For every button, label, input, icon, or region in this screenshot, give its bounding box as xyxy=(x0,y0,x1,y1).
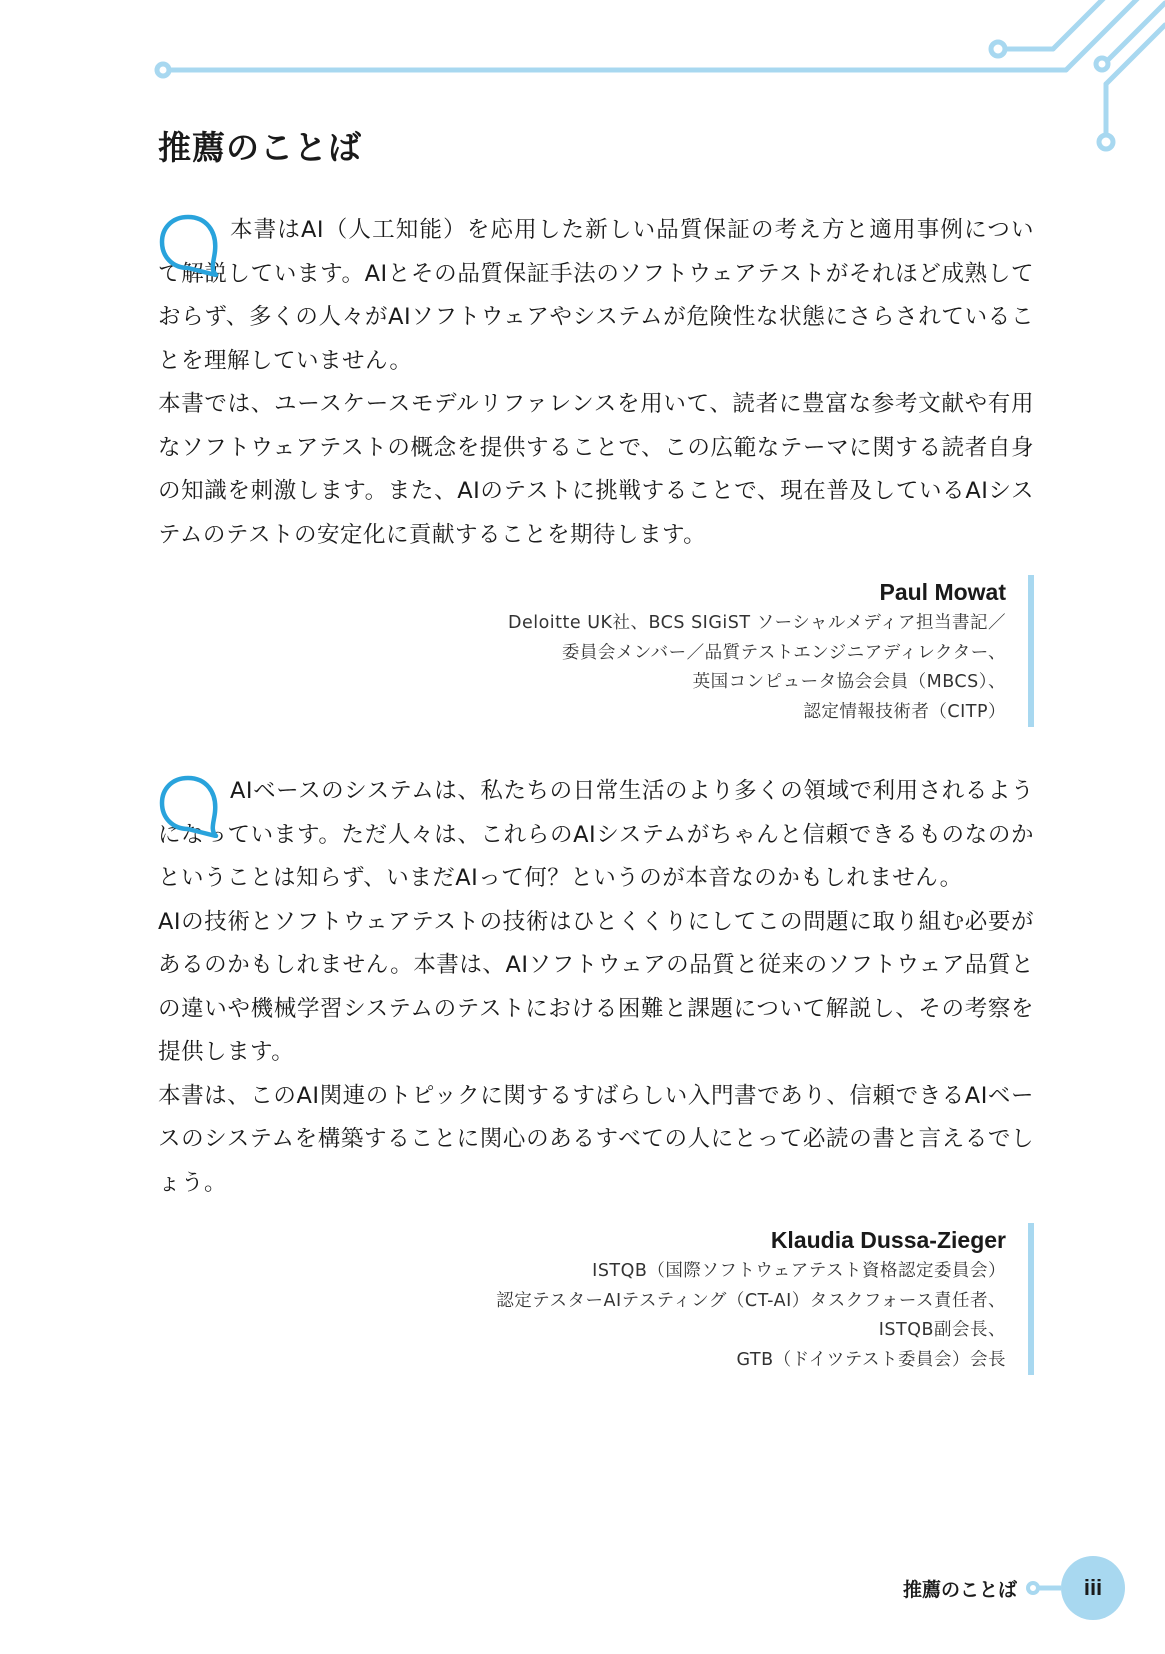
footer-section-label: 推薦のことば xyxy=(902,1578,1017,1601)
author-name: Klaudia Dussa-Zieger xyxy=(770,1227,1006,1253)
endorsement-paragraph: AIベースのシステムは、私たちの日常生活のより多くの領域で利用されるようになっています。ただ人々は、これらのAIシステムがちゃんと信頼できるものなのかということは知らず、いまだAIって何？というのが本音なのかもしれません。 xyxy=(158,778,1034,891)
page-number: iii xyxy=(1061,1556,1125,1620)
endorsement-paragraph: 本書では、ユースケースモデルリファレンスを用いて、読者に豊富な参考文献や有用なソフトウェアテストの概念を提供することで、この広範なテーマに関する読者自身の知識を刺激します。また、AIのテストに挑戦することで、現在普及しているAIシステムのテストの安定化に貢献することを期待します。 xyxy=(158,391,1034,548)
endorsement-paragraph: 本書は、このAI関連のトピックに関するすばらしい入門書であり、信頼できるAIベースのシステムを構築することに関心のあるすべての人にとって必読の書と言えるでしょう。 xyxy=(158,1082,1034,1196)
page-footer xyxy=(903,1556,1125,1620)
author-role: 英国コンピュータ協会会員（MBCS）、 xyxy=(692,672,1006,692)
author-role: ISTQB副会長、 xyxy=(878,1320,1006,1340)
endorsement-paragraph: AIの技術とソフトウェアテストの技術はひとくくりにしてこの問題に取り組む必要があるのかもしれません。本書は、AIソフトウェアの品質と従来のソフトウェア品質との違いや機械学習システムのテストにおける困難と課題について解説し、その考察を提供します。 xyxy=(158,908,1034,1065)
speech-bubble-icon xyxy=(158,774,222,838)
author-role: Deloitte UK社、BCS SIGiST ソーシャルメディア担当書記／ xyxy=(507,613,1006,633)
author-role: 認定テスターAIテスティング（CT-AI）タスクフォース責任者、 xyxy=(496,1290,1006,1311)
attribution-block xyxy=(158,575,1034,727)
endorsement-2 xyxy=(158,770,1034,1375)
author-name: Paul Mowat xyxy=(879,579,1006,605)
author-role: 委員会メンバー／品質テストエンジニアディレクター、 xyxy=(561,642,1006,663)
footer-connector-icon xyxy=(1025,1556,1061,1620)
endorsement-paragraph: 本書はAI（人工知能）を応用した新しい品質保証の考え方と適用事例について解説しています。AIとその品質保証手法のソフトウェアテストがそれほど成熟しておらず、多くの人々がAIソフトウェアやシステムが危険性な状態にさらされていることを理解していません。 xyxy=(158,217,1034,374)
page-title: 推薦のことば xyxy=(158,128,362,167)
author-role: ISTQB（国際ソフトウェアテスト資格認定委員会） xyxy=(592,1261,1006,1281)
attribution-block xyxy=(158,1223,1034,1375)
author-role: GTB（ドイツテスト委員会）会長 xyxy=(736,1349,1006,1370)
author-role: 認定情報技術者（CITP） xyxy=(803,701,1006,722)
speech-bubble-icon xyxy=(158,213,222,277)
endorsement-1 xyxy=(158,209,1034,727)
